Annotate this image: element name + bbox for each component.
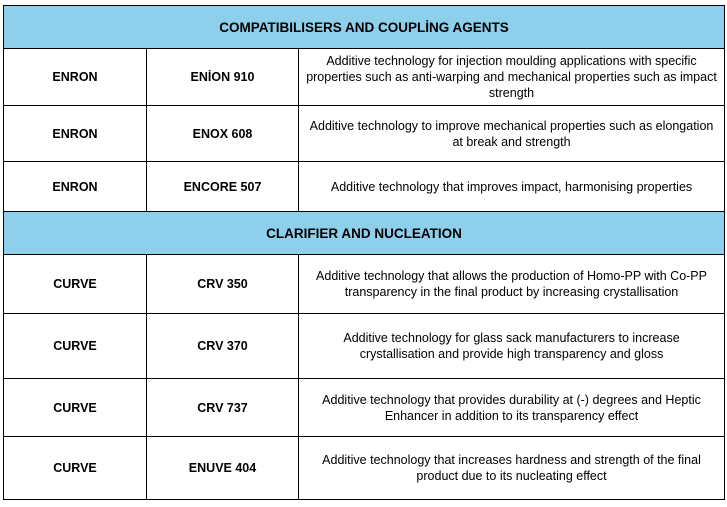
product-cell: CRV 350 [147,255,299,314]
product-cell: ENCORE 507 [147,162,299,212]
brand-cell: ENRON [4,162,147,212]
product-cell: ENİON 910 [147,49,299,106]
product-cell: CRV 737 [147,379,299,437]
section-header-row [4,212,725,255]
description-cell: Additive technology for glass sack manufacturers to increase crystallisation and provide high transparency and gloss [299,314,725,379]
section-title: COMPATIBILISERS AND COUPLİNG AGENTS [4,6,725,49]
brand-cell: ENRON [4,106,147,162]
brand-cell: CURVE [4,379,147,437]
section-title: CLARIFIER AND NUCLEATION [4,212,725,255]
description-cell: Additive technology for injection moulding applications with specific properties such as anti-warping and mechanical properties such as impact strength [299,49,725,106]
product-table [3,5,725,500]
table-row [4,106,725,162]
description-cell: Additive technology that provides durability at (-) degrees and Heptic Enhancer in addition to its transparency effect [299,379,725,437]
table-row [4,379,725,437]
table-row [4,437,725,500]
brand-cell: ENRON [4,49,147,106]
description-cell: Additive technology that increases hardness and strength of the final product due to its nucleating effect [299,437,725,500]
table-row [4,162,725,212]
table-row [4,255,725,314]
product-cell: CRV 370 [147,314,299,379]
description-cell: Additive technology that allows the production of Homo-PP with Co-PP transparency in the final product by increasing crystallisation [299,255,725,314]
product-cell: ENOX 608 [147,106,299,162]
section-header-row [4,6,725,49]
brand-cell: CURVE [4,255,147,314]
table-row [4,314,725,379]
description-cell: Additive technology that improves impact, harmonising properties [299,162,725,212]
brand-cell: CURVE [4,314,147,379]
description-cell: Additive technology to improve mechanical properties such as elongation at break and strength [299,106,725,162]
table-row [4,49,725,106]
product-cell: ENUVE 404 [147,437,299,500]
brand-cell: CURVE [4,437,147,500]
